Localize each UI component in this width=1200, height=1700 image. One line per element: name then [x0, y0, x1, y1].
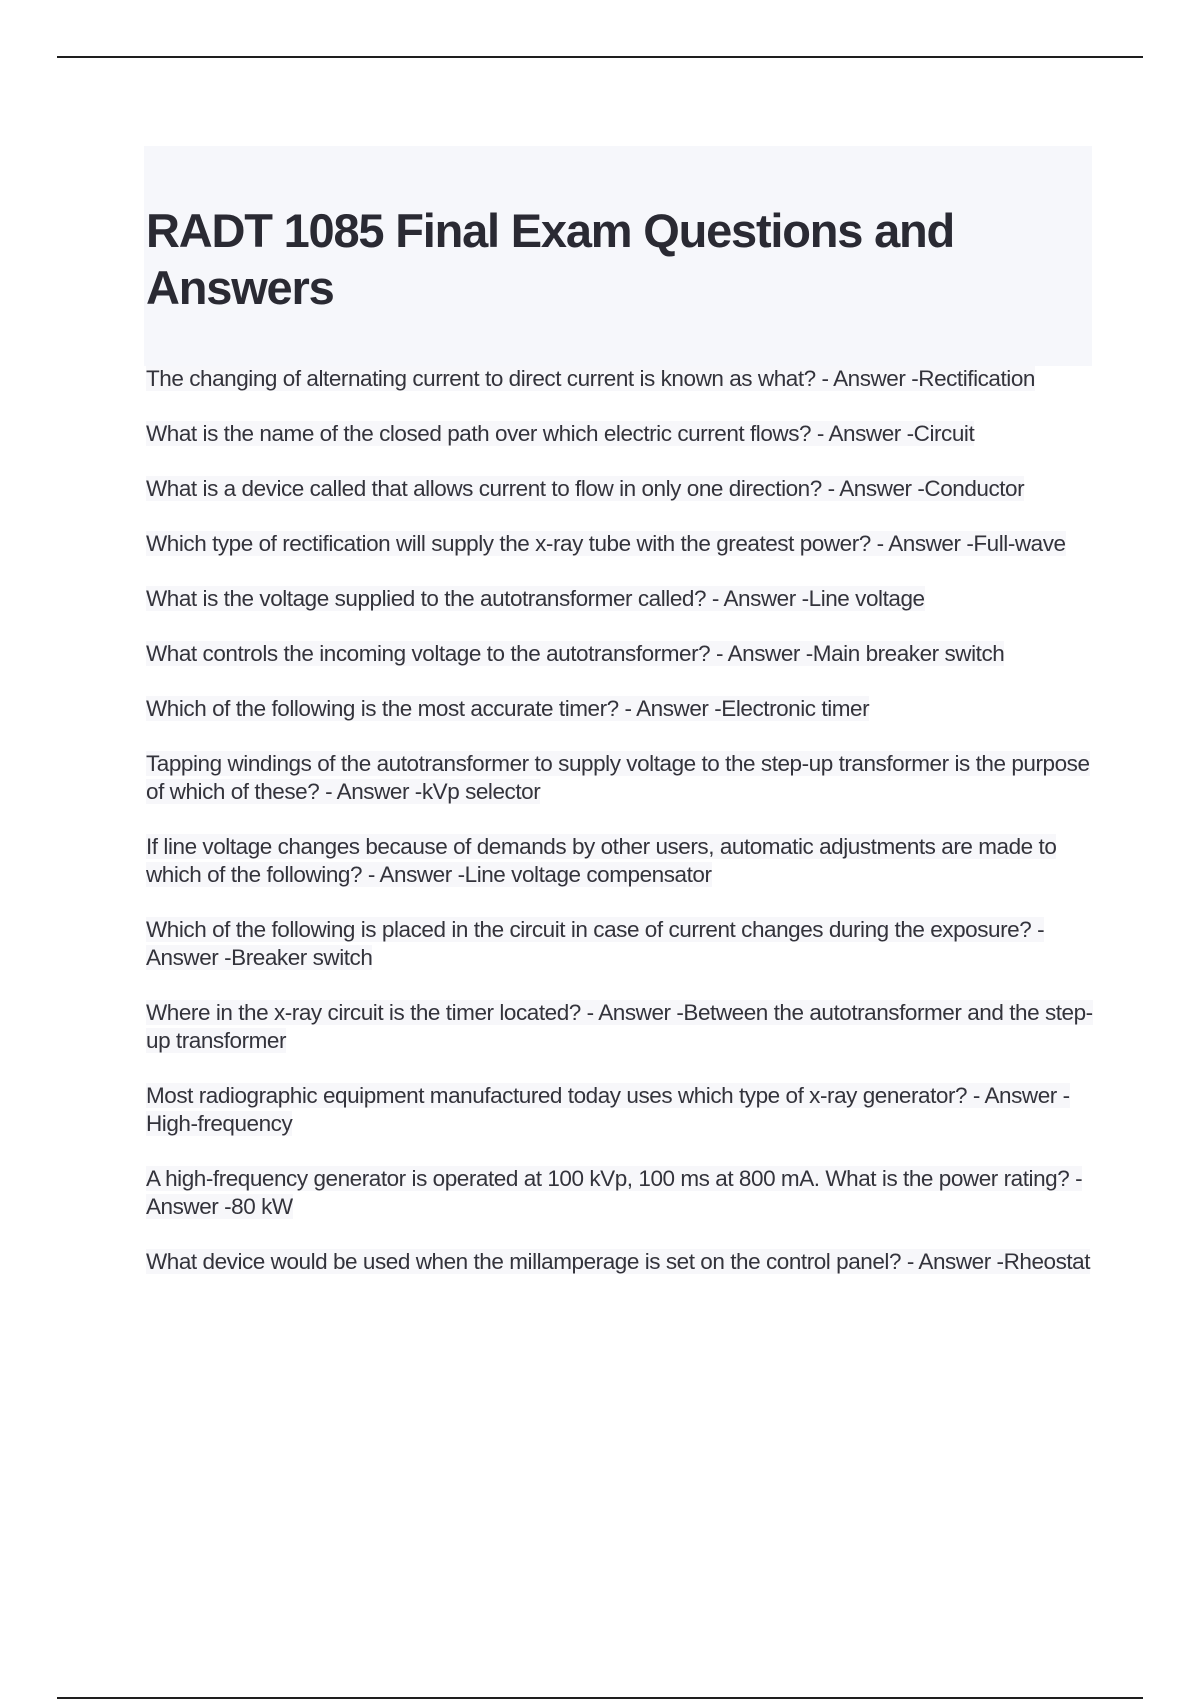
qa-list: [146, 365, 1096, 1303]
question-text: What controls the incoming voltage to the autotransformer?: [146, 641, 711, 666]
answer-text: Conductor: [924, 476, 1025, 501]
answer-separator: - Answer -: [706, 586, 809, 611]
answer-text: Breaker switch: [231, 945, 373, 970]
answer-separator: - Answer -: [146, 1166, 1083, 1219]
question-text: Tapping windings of the autotransformer to supply voltage to the step-up transformer is the purpose of which of these?: [146, 751, 1090, 804]
answer-separator: - Answer -: [815, 366, 919, 391]
question-text: If line voltage changes because of demands by other users, automatic adjustments are made to which of the following?: [146, 834, 1057, 887]
qa-item: [146, 695, 1096, 723]
answer-text: 80 kW: [231, 1194, 293, 1219]
top-divider: [57, 56, 1143, 58]
question-text: Most radiographic equipment manufactured today uses which type of x-ray generator?: [146, 1083, 968, 1108]
answer-separator: - Answer -: [811, 421, 914, 446]
qa-item: [146, 1082, 1096, 1138]
answer-text: Rheostat: [1003, 1249, 1091, 1274]
title-block: [144, 146, 1092, 366]
answer-separator: - Answer -: [821, 476, 925, 501]
answer-text: Rectification: [918, 366, 1035, 391]
question-text: A high-frequency generator is operated at 100 kVp, 100 ms at 800 mA. What is the power rating?: [146, 1166, 1070, 1191]
question-text: Which type of rectification will supply the x-ray tube with the greatest power?: [146, 531, 871, 556]
bottom-divider: [57, 1697, 1143, 1699]
document-title: RADT 1085 Final Exam Questions and Answers: [146, 204, 955, 314]
answer-text: kVp selector: [421, 779, 541, 804]
answer-text: Electronic timer: [721, 696, 870, 721]
qa-item: [146, 750, 1096, 806]
question-text: What device would be used when the millamperage is set on the control panel?: [146, 1249, 902, 1274]
answer-text: Full-wave: [973, 531, 1066, 556]
question-text: What is a device called that allows current to flow in only one direction?: [146, 476, 822, 501]
qa-item: [146, 475, 1096, 503]
qa-item: [146, 365, 1096, 393]
answer-separator: - Answer -: [967, 1083, 1070, 1108]
answer-text: Line voltage compensator: [464, 862, 712, 887]
qa-item: [146, 530, 1096, 558]
answer-text: High-frequency: [146, 1111, 293, 1136]
question-text: Which of the following is placed in the circuit in case of current changes during the exposure?: [146, 917, 1032, 942]
question-text: The changing of alternating current to direct current is known as what?: [146, 366, 816, 391]
answer-separator: - Answer -: [710, 641, 813, 666]
qa-item: [146, 420, 1096, 448]
question-text: Where in the x-ray circuit is the timer located?: [146, 1000, 581, 1025]
answer-separator: - Answer -: [901, 1249, 1004, 1274]
question-text: What is the name of the closed path over which electric current flows?: [146, 421, 812, 446]
answer-text: Main breaker switch: [812, 641, 1005, 666]
answer-text: Circuit: [913, 421, 975, 446]
qa-item: [146, 999, 1096, 1055]
answer-separator: - Answer -: [580, 1000, 684, 1025]
qa-item: [146, 833, 1096, 889]
qa-item: [146, 916, 1096, 972]
answer-separator: - Answer -: [362, 862, 465, 887]
answer-separator: - Answer -: [319, 779, 422, 804]
qa-item: [146, 1248, 1096, 1276]
qa-item: [146, 1165, 1096, 1221]
answer-text: Line voltage: [808, 586, 925, 611]
answer-separator: - Answer -: [870, 531, 974, 556]
answer-separator: - Answer -: [618, 696, 722, 721]
answer-separator: - Answer -: [146, 917, 1045, 970]
answer-text: Between the autotransformer and the step-up transformer: [146, 1000, 1093, 1053]
question-text: What is the voltage supplied to the autotransformer called?: [146, 586, 707, 611]
qa-item: [146, 640, 1096, 668]
question-text: Which of the following is the most accurate timer?: [146, 696, 619, 721]
qa-item: [146, 585, 1096, 613]
